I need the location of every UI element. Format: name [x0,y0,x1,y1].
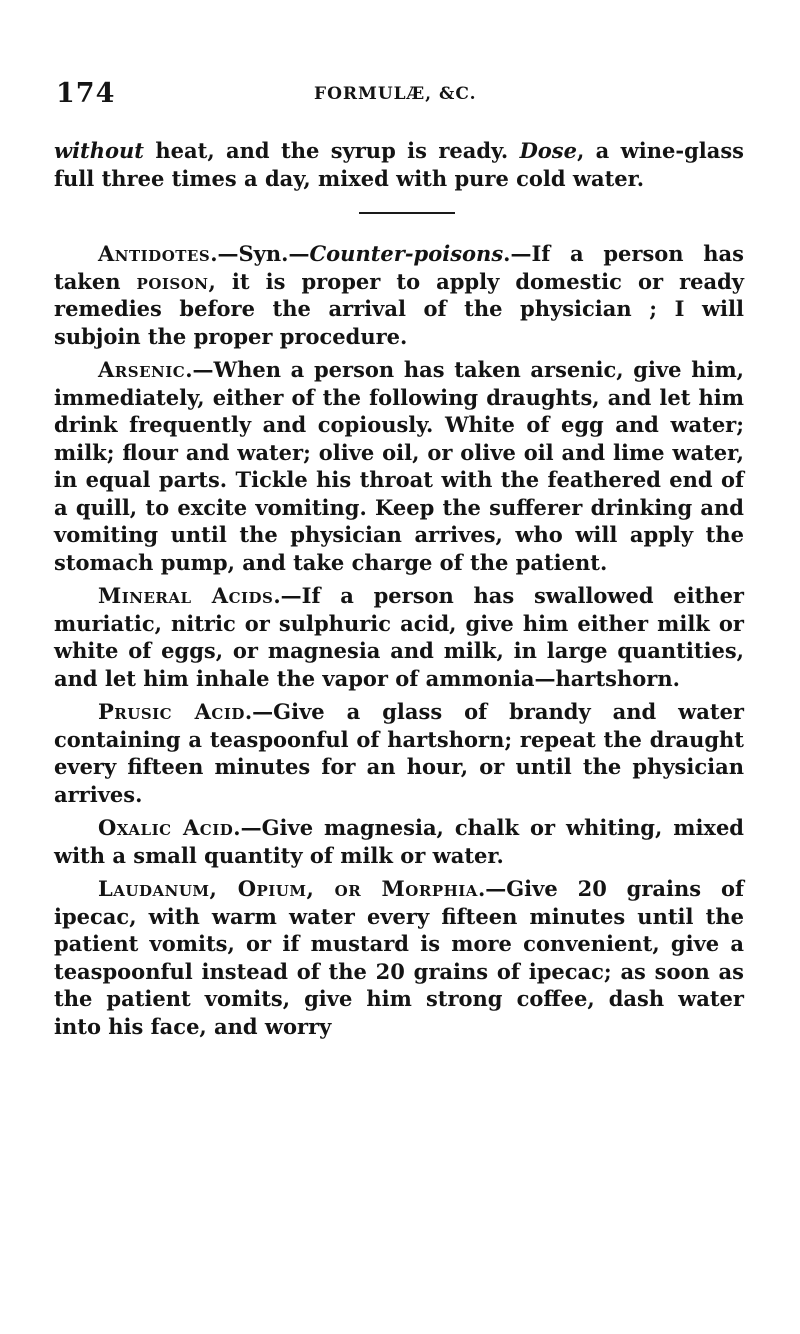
prussic-acid-text: .—Give a glass of brandy and water containing a teaspoonful of hartshorn; repeat the draught every fifteen minutes for an hour, or until the physician arrives. [54,699,744,807]
antidotes-text-2: , it is proper to apply domestic or ready remedies before the arrival of the physician ; I will subjoin the proper procedure. [54,268,744,349]
antidotes-syn-prefix: .—Syn.— [210,241,310,266]
paragraph-mineral-acids [54,582,744,692]
laudanum-text: .—Give 20 grains of ipecac, with warm water every fifteen minutes until the patient vomits, or if mustard is more convenient, give a teaspoonful instead of the 20 grains of ipecac; as soon as the patient vomits, give him strong coffee, dash water into his face, and worry [54,876,744,1039]
paragraph-syrup [54,137,744,192]
arsenic-text: .—When a person has taken arsenic, give him, immediately, either of the following draughts, and let him drink frequently and copiously. White of egg and water; milk; flour and water; olive oil, or olive oil and lime water, in equal parts. Tickle his throat with the feathered end of a quill, to excite vomiting. Keep the sufferer drinking and vomiting until the physician arrives, who will apply the stomach pump, and take charge of the patient. [54,357,744,575]
syrup-text-1: heat, and the syrup is ready. [144,138,520,163]
syrup-text-2: , a wine-glass full three times a day, mixed with pure cold water. [54,138,744,191]
italic-without: without [54,138,144,163]
paragraph-oxalic-acid [54,814,744,869]
mineral-acids-text: .—If a person has swallowed either muriatic, nitric or sulphuric acid, give him either milk or white of eggs, or magnesia and milk, in large quantities, and let him inhale the vapor of ammonia—hartshorn. [54,583,744,691]
heading-oxalic-acid: Oxalic Acid [98,815,234,840]
antidotes-syn-italic: Counter-poisons [309,241,504,266]
page-number: 174 [56,78,116,109]
paragraph-laudanum [54,875,744,1040]
heading-prussic-acid: Prusic Acid [98,699,245,724]
running-title: FORMULÆ, &C. [314,84,477,104]
poison-smallcaps: poison [136,268,209,294]
running-head [56,78,746,108]
heading-laudanum: Laudanum, Opium, or Morphia [98,876,478,901]
dose-label: Dose [519,138,577,163]
antidotes-text-1: .—If a person has taken [54,241,744,294]
body-text [54,137,744,1040]
oxalic-acid-text: .—Give magnesia, chalk or whiting, mixed with a small quantity of milk or water. [54,815,744,868]
paragraph-arsenic [54,356,744,576]
heading-arsenic: Arsenic [98,357,186,382]
paragraph-antidotes [54,240,744,350]
paragraph-prussic-acid [54,698,744,808]
section-divider [359,212,455,214]
heading-antidotes: Antidotes [98,241,211,266]
heading-mineral-acids: Mineral Acids [98,583,274,608]
